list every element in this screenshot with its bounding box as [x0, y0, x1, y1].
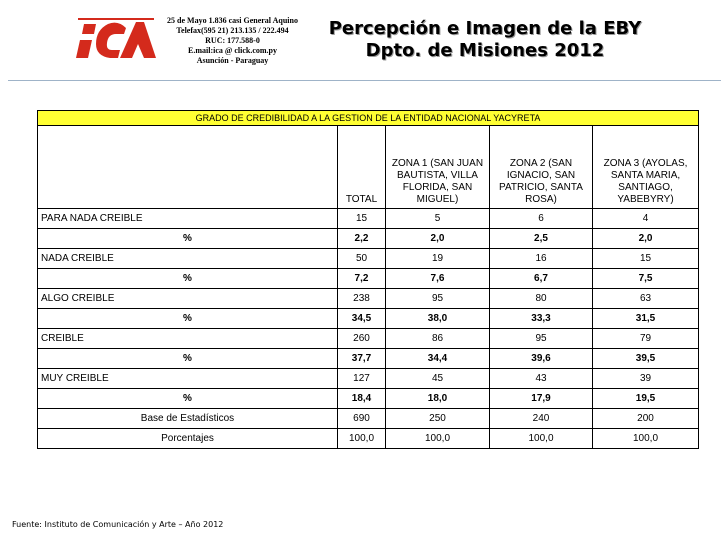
page-title: [300, 18, 670, 62]
column-header-zona-1: ZONA 1 (SAN JUAN BAUTISTA, VILLA FLORIDA, SAN MIGUEL): [386, 126, 490, 209]
cell-total-pct: 37,7: [338, 349, 386, 369]
cell-zona-2: 80: [490, 289, 593, 309]
cell-zona-3-pct: 7,5: [593, 269, 699, 289]
porcentajes-total: 100,0: [338, 429, 386, 449]
table-row-percent: [38, 389, 699, 409]
cell-zona-1: 45: [386, 369, 490, 389]
table-row: [38, 249, 699, 269]
cell-zona-1-pct: 18,0: [386, 389, 490, 409]
title-line-2: Dpto. de Misiones 2012: [365, 40, 605, 61]
table-row-percent: [38, 309, 699, 329]
cell-zona-1-pct: 34,4: [386, 349, 490, 369]
percent-label: %: [38, 269, 338, 289]
cell-zona-2-pct: 33,3: [490, 309, 593, 329]
table-row: [38, 329, 699, 349]
row-label: NADA CREIBLE: [38, 249, 338, 269]
source-footer: Fuente: Instituto de Comunicación y Arte – Año 2012: [12, 520, 224, 529]
column-header-zona-2: ZONA 2 (SAN IGNACIO, SAN PATRICIO, SANTA ROSA): [490, 126, 593, 209]
cell-total: 50: [338, 249, 386, 269]
base-zona-1: 250: [386, 409, 490, 429]
cell-total: 238: [338, 289, 386, 309]
cell-zona-1-pct: 2,0: [386, 229, 490, 249]
table-row: [38, 289, 699, 309]
company-address: 25 de Mayo 1.836 casi General Aquino: [167, 16, 298, 25]
ica-logo: [74, 14, 156, 62]
company-info: [150, 16, 315, 66]
company-telefax: Telefax(595 21) 213.135 / 222.494: [176, 26, 289, 35]
cell-zona-1: 5: [386, 209, 490, 229]
cell-zona-2: 16: [490, 249, 593, 269]
cell-zona-2: 43: [490, 369, 593, 389]
company-email: E.mail:ica @ click.com.py: [188, 46, 277, 55]
cell-total-pct: 7,2: [338, 269, 386, 289]
table-row-percent: [38, 269, 699, 289]
cell-zona-3: 15: [593, 249, 699, 269]
porcentajes-zona-1: 100,0: [386, 429, 490, 449]
cell-zona-2: 95: [490, 329, 593, 349]
row-label: CREIBLE: [38, 329, 338, 349]
base-zona-2: 240: [490, 409, 593, 429]
cell-total-pct: 2,2: [338, 229, 386, 249]
cell-zona-3: 79: [593, 329, 699, 349]
table-row-percent: [38, 349, 699, 369]
cell-zona-2: 6: [490, 209, 593, 229]
cell-zona-3: 39: [593, 369, 699, 389]
table-row-base: [38, 409, 699, 429]
percent-label: %: [38, 389, 338, 409]
cell-total-pct: 18,4: [338, 389, 386, 409]
cell-zona-2-pct: 6,7: [490, 269, 593, 289]
base-total: 690: [338, 409, 386, 429]
cell-total: 15: [338, 209, 386, 229]
row-label: PARA NADA CREIBLE: [38, 209, 338, 229]
cell-zona-2-pct: 2,5: [490, 229, 593, 249]
porcentajes-zona-3: 100,0: [593, 429, 699, 449]
cell-zona-1: 19: [386, 249, 490, 269]
header: [0, 0, 721, 80]
column-header-total: TOTAL: [338, 126, 386, 209]
cell-zona-3: 63: [593, 289, 699, 309]
table-row-porcentajes: [38, 429, 699, 449]
cell-zona-2-pct: 39,6: [490, 349, 593, 369]
cell-total-pct: 34,5: [338, 309, 386, 329]
cell-zona-2-pct: 17,9: [490, 389, 593, 409]
cell-zona-1: 86: [386, 329, 490, 349]
row-label: MUY CREIBLE: [38, 369, 338, 389]
logo-text: ICA: [74, 14, 76, 15]
table-row-percent: [38, 229, 699, 249]
row-label: ALGO CREIBLE: [38, 289, 338, 309]
base-label: Base de Estadísticos: [38, 409, 338, 429]
table-title-row: [38, 111, 699, 126]
column-header-zona-3: ZONA 3 (AYOLAS, SANTA MARIA, SANTIAGO, YABEBYRY): [593, 126, 699, 209]
cell-zona-1-pct: 38,0: [386, 309, 490, 329]
header-empty-cell: [38, 126, 338, 209]
header-divider: [8, 80, 721, 81]
credibility-table: [37, 110, 699, 449]
company-city: Asunción - Paraguay: [196, 56, 269, 65]
percent-label: %: [38, 309, 338, 329]
porcentajes-label: Porcentajes: [38, 429, 338, 449]
table-row: [38, 369, 699, 389]
cell-zona-1: 95: [386, 289, 490, 309]
cell-total: 260: [338, 329, 386, 349]
cell-zona-3-pct: 19,5: [593, 389, 699, 409]
title-line-1: Percepción e Imagen de la EBY: [328, 18, 642, 39]
percent-label: %: [38, 229, 338, 249]
company-ruc: RUC: 177.588-0: [205, 36, 260, 45]
table-row: [38, 209, 699, 229]
cell-zona-3-pct: 31,5: [593, 309, 699, 329]
cell-zona-3-pct: 39,5: [593, 349, 699, 369]
cell-zona-1-pct: 7,6: [386, 269, 490, 289]
base-zona-3: 200: [593, 409, 699, 429]
table-title: GRADO DE CREDIBILIDAD A LA GESTION DE LA ENTIDAD NACIONAL YACYRETA: [38, 111, 699, 126]
table-header-row: [38, 126, 699, 209]
porcentajes-zona-2: 100,0: [490, 429, 593, 449]
cell-total: 127: [338, 369, 386, 389]
cell-zona-3: 4: [593, 209, 699, 229]
percent-label: %: [38, 349, 338, 369]
cell-zona-3-pct: 2,0: [593, 229, 699, 249]
